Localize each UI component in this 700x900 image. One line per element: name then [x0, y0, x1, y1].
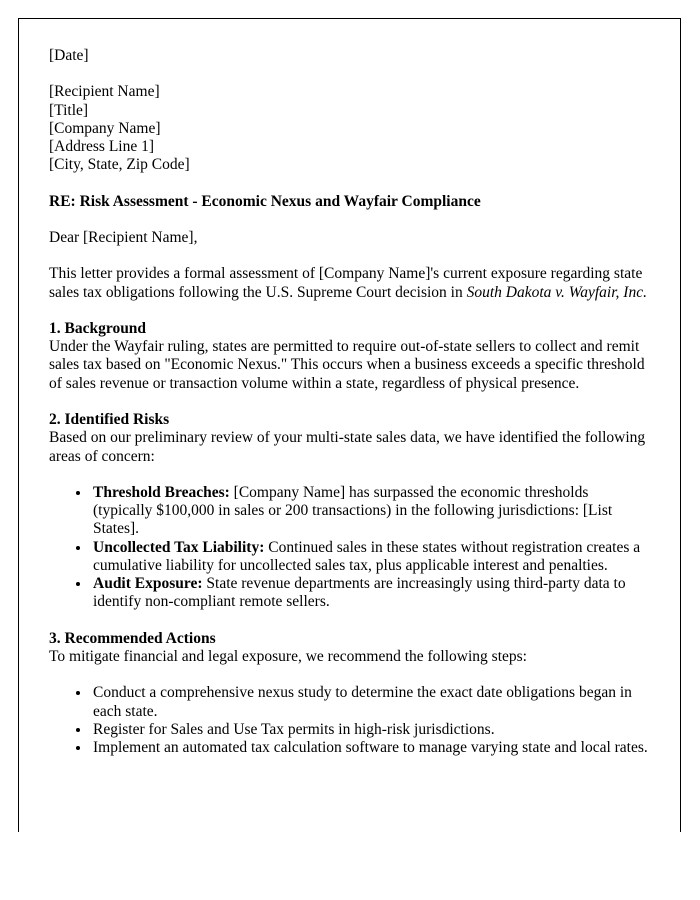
- recipient-name-line: [Recipient Name]: [49, 83, 160, 101]
- section-body-actions: To mitigate financial and legal exposure, we recommend the following steps:: [49, 648, 527, 666]
- bullet-item: [91, 721, 650, 739]
- bullet-item: [91, 484, 650, 539]
- intro-paragraph: [49, 265, 650, 302]
- intro-text: This letter provides a formal assessment of [Company Name]'s current exposure regarding state sales tax obligations following the U.S. Supreme Court decision in: [49, 265, 643, 301]
- subject-line: RE: Risk Assessment - Economic Nexus and Wayfair Compliance: [49, 192, 481, 210]
- section-identified-risks: [49, 411, 650, 612]
- bullet-text: [Company Name] has surpassed the economic thresholds (typically $100,000 in sales or 200 transactions) in the following jurisdictions: [List States].: [93, 483, 613, 538]
- bullet-item: [91, 539, 650, 576]
- bullet-item: [91, 575, 650, 612]
- bullet-text: State revenue departments are increasingly using third-party data to identify non-compliant remote sellers.: [93, 575, 626, 611]
- salutation: Dear [Recipient Name],: [49, 228, 198, 246]
- letter-page: [18, 18, 681, 832]
- section-heading-risks: 2. Identified Risks: [49, 410, 170, 428]
- date-placeholder: [Date]: [49, 47, 89, 64]
- bullet-text: Register for Sales and Use Tax permits in high-risk jurisdictions.: [93, 720, 495, 738]
- section-heading-background: 1. Background: [49, 319, 147, 337]
- bullet-lead: Audit Exposure:: [93, 575, 203, 593]
- section-heading-actions: 3. Recommended Actions: [49, 629, 216, 647]
- risks-bullet-list: [49, 484, 650, 612]
- actions-bullet-list: [49, 684, 650, 757]
- bullet-item: [91, 684, 650, 721]
- bullet-text: Implement an automated tax calculation software to manage varying state and local rates.: [93, 739, 648, 757]
- case-citation: South Dakota v. Wayfair, Inc.: [466, 283, 647, 301]
- section-body-risks: Based on our preliminary review of your multi-state sales data, we have identified the following areas of concern:: [49, 429, 646, 465]
- recipient-company-line: [Company Name]: [49, 119, 161, 137]
- recipient-title-line: [Title]: [49, 101, 89, 119]
- bullet-lead: Uncollected Tax Liability:: [93, 538, 265, 556]
- bullet-text: Continued sales in these states without registration creates a cumulative liability for uncollected sales tax, plus applicable interest and penalties.: [93, 538, 641, 574]
- bullet-item: [91, 739, 650, 757]
- bullet-lead: Threshold Breaches:: [93, 483, 230, 501]
- recipient-city-line: [City, State, Zip Code]: [49, 156, 190, 174]
- recipient-address-line: [Address Line 1]: [49, 138, 155, 156]
- section-body-background: Under the Wayfair ruling, states are permitted to require out-of-state sellers to collect and remit sales tax based on "Economic Nexus." This occurs when a business exceeds a specific threshold of sales revenue or transaction volume within a state, regardless of physical presence.: [49, 338, 645, 392]
- bullet-text: Conduct a comprehensive nexus study to determine the exact date obligations began in each state.: [93, 684, 632, 720]
- section-recommended-actions: [49, 630, 650, 758]
- recipient-address-block: [49, 83, 650, 174]
- section-background: [49, 320, 650, 393]
